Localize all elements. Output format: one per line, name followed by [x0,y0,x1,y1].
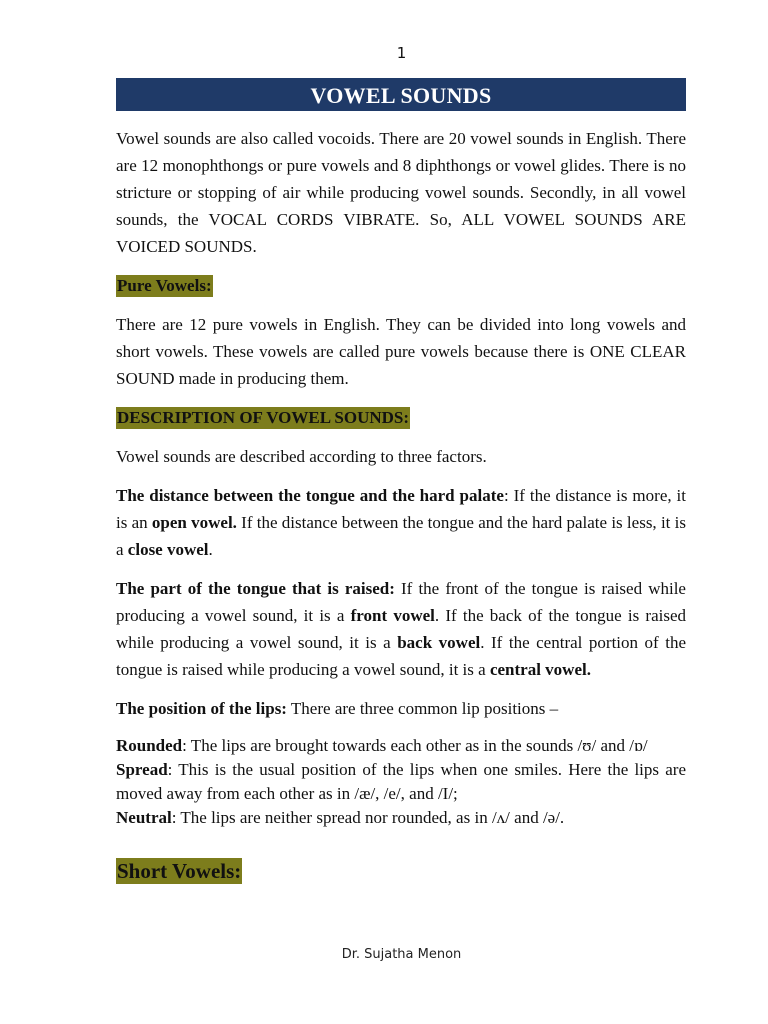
back-vowel-term: back vowel [397,633,481,652]
tongue-part-text-2: . If the back of the tongue is raised while producing a vowel sound, it is a [116,606,687,652]
spread-label: Spread [116,760,168,779]
distance-paragraph [116,482,686,563]
distance-label: The distance between the tongue and the hard palate [116,486,504,505]
description-heading: DESCRIPTION OF VOWEL SOUNDS: [117,408,410,427]
front-vowel-term: front vowel [350,606,435,625]
pure-vowels-paragraph: There are 12 pure vowels in English. They can be divided into long vowels and short vowels. These vowels are called pure vowels because there is ONE CLEAR SOUND made in producing them. [116,315,686,388]
distance-text-1: : If the distance is more, it is an [116,486,686,532]
tongue-part-paragraph [116,575,686,683]
distance-text-2: If the distance between the tongue and the hard palate is less, it is a [116,513,686,559]
spread-paragraph [116,758,686,806]
document-body [116,125,686,898]
pure-vowels-heading: Pure Vowels: [117,276,212,295]
tongue-part-text-1: If the front of the tongue is raised while producing a vowel sound, it is a [116,579,686,625]
rounded-text: : The lips are brought towards each other as in the sounds /ʊ/ and /ɒ/ [182,736,648,755]
rounded-paragraph [116,734,686,758]
pure-vowels-heading-wrap [116,272,686,299]
central-vowel-term: central vowel. [489,660,591,679]
rounded-label: Rounded [116,736,183,755]
spread-text: : This is the usual position of the lips when one smiles. Here the lips are moved away from each other as in /æ/, /e/, and /I/; [116,760,686,803]
neutral-label: Neutral [116,808,172,827]
tongue-part-text-3: . If the central portion of the tongue is raised while producing a vowel sound, it is a [116,633,686,679]
short-vowels-heading-wrap [116,858,686,886]
open-vowel-term: open vowel. [151,513,237,532]
distance-text-3: . [208,540,213,559]
lips-label: The position of the lips: [116,699,287,718]
neutral-paragraph [116,806,686,830]
description-intro: Vowel sounds are described according to three factors. [116,447,487,466]
footer-author: Dr. Sujatha Menon [341,947,462,962]
close-vowel-term: close vowel [127,540,209,559]
page-number: 1 [396,44,407,62]
tongue-part-label: The part of the tongue that is raised: [116,579,395,598]
page-title: VOWEL SOUNDS [116,78,686,111]
short-vowels-heading: Short Vowels: [117,859,242,883]
intro-paragraph: Vowel sounds are also called vocoids. There are 20 vowel sounds in English. There are 12 monophthongs or pure vowels and 8 diphthongs or vowel glides. There is no stricture or stopping of air while producing vowel sounds. Secondly, in all vowel sounds, the VOCAL CORDS VIBRATE. So, ALL VOWEL SOUNDS ARE VOICED SOUNDS. [116,129,686,256]
neutral-text: : The lips are neither spread nor rounded, as in /ʌ/ and /ə/. [171,808,565,827]
description-heading-wrap [116,404,686,431]
lips-text: There are three common lip positions – [286,699,559,718]
lips-paragraph [116,695,686,722]
